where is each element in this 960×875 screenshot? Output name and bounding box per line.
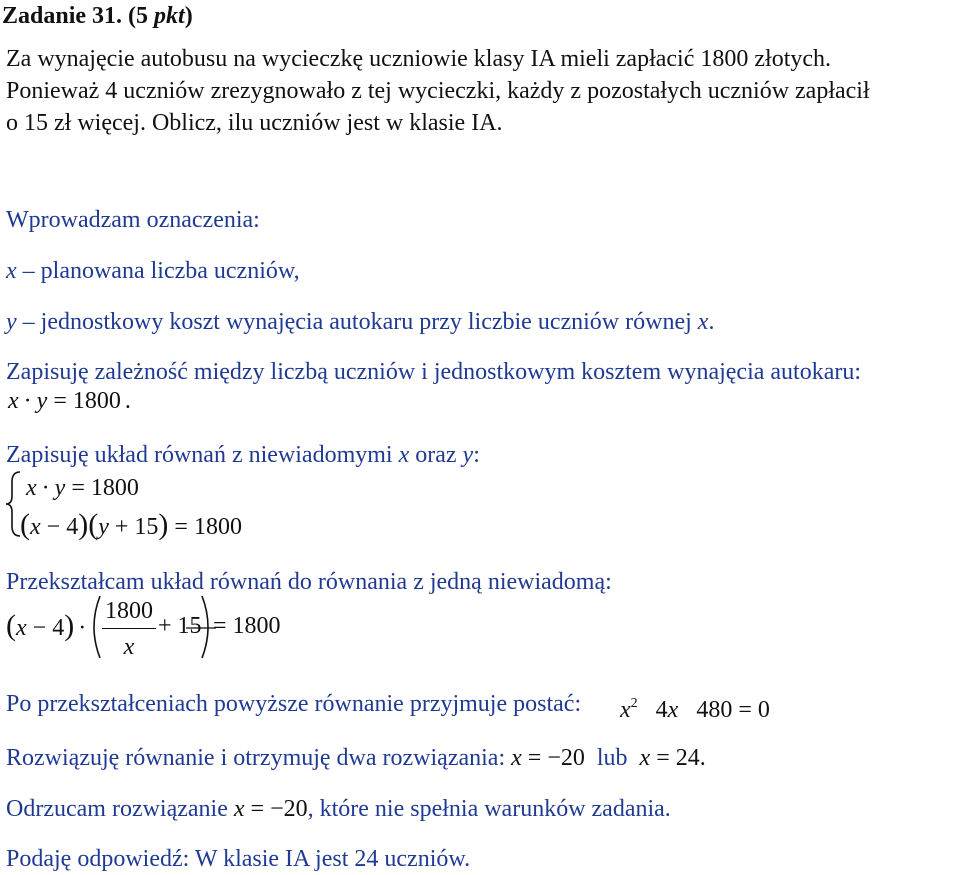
reject-reason: , które nie spełnia warunków zadania. (307, 796, 671, 822)
system-equation-1 (26, 474, 139, 502)
roots-text: Rozwiązuję równanie i otrzymuję dwa rozwiązania: (6, 745, 512, 771)
single-equation-left (6, 609, 87, 642)
single-equation-plus: + 15 (158, 613, 202, 639)
definition-x-text: – planowana liczba uczniów, (16, 258, 300, 284)
paren-close: ) (78, 508, 89, 541)
task-points: 5 (136, 3, 149, 29)
roots-line (6, 744, 706, 772)
problem-line-2: Ponieważ 4 uczniów zrezygnowało z tej wycieczki, każdy z pozostałych uczniów zapłacił (6, 78, 870, 104)
var-x: x (26, 475, 37, 501)
exponent: 2 (630, 696, 638, 711)
var-x: x (30, 514, 41, 540)
var-x: x (667, 697, 679, 723)
var-x: x (233, 796, 245, 822)
plus-fifteen: + 15 (108, 514, 159, 540)
equation-xy (8, 387, 131, 415)
equation-end: . (124, 388, 131, 414)
reject-line (6, 795, 671, 823)
roots-connector: lub (584, 745, 640, 771)
var-x: x (697, 309, 709, 335)
minus-four: − 4 (26, 615, 65, 641)
problem-line-3: o 15 zł więcej. Oblicz, ilu uczniów jest w klasie IA. (6, 110, 503, 136)
paren-close: ) (158, 508, 169, 541)
quadratic-text: Po przekształceniach powyższe równanie przyjmuje postać: (6, 691, 582, 717)
task-title (2, 2, 193, 30)
transform-text: Przekształcam układ równań do równania z jedną niewiadomą: (6, 569, 612, 595)
var-y: y (54, 475, 66, 501)
definition-x (6, 257, 300, 285)
definition-y-end: . (708, 309, 715, 335)
coefficient: 4 (637, 697, 668, 723)
task-title-close: ) (184, 3, 193, 29)
fraction-bar (102, 628, 156, 629)
var-y: y (462, 442, 474, 468)
final-answer: Podaję odpowiedź: W klasie IA jest 24 uczniów. (6, 846, 471, 872)
root-value-2: = 24 (650, 745, 700, 771)
notation-intro: Wprowadzam oznaczenia: (6, 207, 260, 233)
dot-operator: · (41, 475, 50, 501)
system-intro (6, 441, 480, 469)
reject-text: Odrzucam rozwiązanie (6, 796, 234, 822)
fraction-denominator: x (123, 634, 135, 660)
minus-four: − 4 (40, 514, 79, 540)
system-intro-end: : (473, 442, 480, 468)
quadratic-equation (620, 690, 770, 724)
problem-line-1: Za wynajęcie autobusu na wycieczkę uczniowie klasy IA mieli zapłacić 1800 złotych. (6, 46, 832, 72)
dot-operator: · (78, 615, 87, 641)
task-title-label: Zadanie 31. ( (2, 3, 137, 29)
var-x: x (6, 258, 17, 284)
constant-term: 480 = 0 (678, 697, 770, 723)
dependency-text: Zapisuję zależność między liczbą uczniów i jednostkowym kosztem wynajęcia autokaru: (6, 359, 862, 385)
paren-open: ( (20, 508, 30, 541)
var-y: y (6, 309, 17, 335)
rejected-value: = −20 (244, 796, 308, 822)
paren-open: ( (88, 508, 99, 541)
system-equation-2 (20, 508, 242, 541)
equation-rhs: = 1800 (174, 514, 242, 540)
var-x: x (620, 697, 631, 723)
system-intro-text: Zapisuję układ równań z niewiadomymi (6, 442, 399, 468)
task-points-unit: pkt (154, 3, 185, 29)
system-intro-mid: oraz (409, 442, 463, 468)
paren-open: ( (6, 609, 16, 642)
root-value-1: = −20 (521, 745, 585, 771)
equation-rhs: = 1800 (71, 475, 139, 501)
equation-rhs: = 1800 (53, 388, 121, 414)
var-y: y (98, 514, 109, 540)
var-x: x (398, 442, 410, 468)
var-x: x (639, 745, 651, 771)
var-x: x (16, 615, 27, 641)
single-equation-rhs: = 1800 (213, 613, 281, 639)
var-y: y (36, 388, 48, 414)
definition-y (6, 308, 714, 336)
var-x: x (511, 745, 522, 771)
dot-operator: · (23, 388, 32, 414)
paren-close: ) (64, 609, 75, 642)
definition-y-text: – jednostkowy koszt wynajęcia autokaru przy liczbie uczniów równej (16, 309, 698, 335)
fraction-numerator: 1800 (105, 598, 153, 624)
var-x: x (8, 388, 19, 414)
roots-end: . (699, 745, 706, 771)
